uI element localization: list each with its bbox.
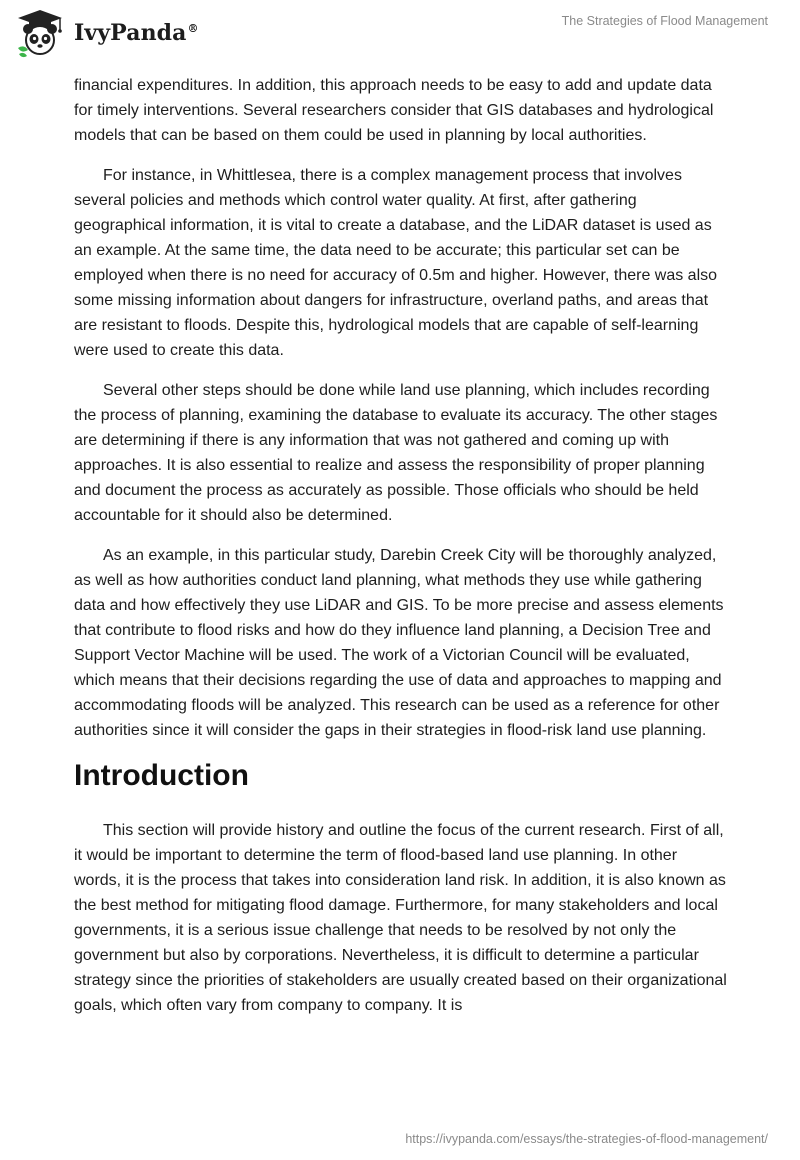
paragraph: As an example, in this particular study, Darebin Creek City will be thoroughly analyzed, as well as how authorities conduct land planning, what methods they use while gathering data and how effectively they use LiDAR and GIS. To be more precise and assess elements that contribute to flood risks and how do they influence land planning, a Decision Tree and Support Vector Machine will be used. The work of a Victorian Council will be evaluated, which means that their decisions regarding the use of data and approaches to mapping and accommodating floods will be analyzed. This research can be used as a reference for other authorities since it will consider the gaps in their strategies in flood-risk land use planning. [74, 547, 724, 739]
essay-content [74, 73, 728, 1033]
panda-graduate-icon [14, 8, 66, 58]
paragraph: financial expenditures. In addition, this approach needs to be easy to add and update data for timely interventions. Several researchers consider that GIS databases and hydrological models that can be based on them could be used in planning by local authorities. [74, 77, 714, 144]
brand-name: IvyPanda® [74, 20, 199, 46]
section-heading-introduction: Introduction [74, 759, 249, 792]
page-header [0, 0, 800, 70]
registered-mark: ® [187, 21, 199, 35]
paragraph: Several other steps should be done while land use planning, which includes recording the process of planning, examining the database to evaluate its accuracy. The other stages are determining if there is any information that was not gathered and coming up with approaches. It is also essential to realize and assess the responsibility of proper planning and document the process as accurately as possible. Those officials who should be held accountable for it should also be determined. [74, 382, 718, 524]
brand-logo[interactable] [14, 8, 199, 58]
document-title: The Strategies of Flood Management [561, 14, 768, 28]
source-url[interactable]: https://ivypanda.com/essays/the-strategies-of-flood-management/ [405, 1132, 768, 1146]
paragraph: This section will provide history and outline the focus of the current research. First of all, it would be important to determine the term of flood-based land use planning. In other words, it is the process that takes into consideration land risk. In addition, it is also known as the best method for mitigating flood damage. Furthermore, for many stakeholders and local governments, it is a serious issue challenge that needs to be resolved by not only the government but also by corporations. Nevertheless, it is difficult to determine a particular strategy since the priorities of stakeholders are usually created based on their organizational goals, which often vary from company to company. It is [74, 822, 727, 1014]
paragraph: For instance, in Whittlesea, there is a complex management process that involves several policies and methods which control water quality. At first, after gathering geographical information, it is vital to create a database, and the LiDAR dataset is used as an example. At the same time, the data need to be accurate; this particular set can be employed when there is no need for accuracy of 0.5m and higher. However, there was also some missing information about dangers for infrastructure, overland paths, and areas that are resistant to floods. Despite this, hydrological models that are capable of self-learning were used to create this data. [74, 167, 718, 359]
